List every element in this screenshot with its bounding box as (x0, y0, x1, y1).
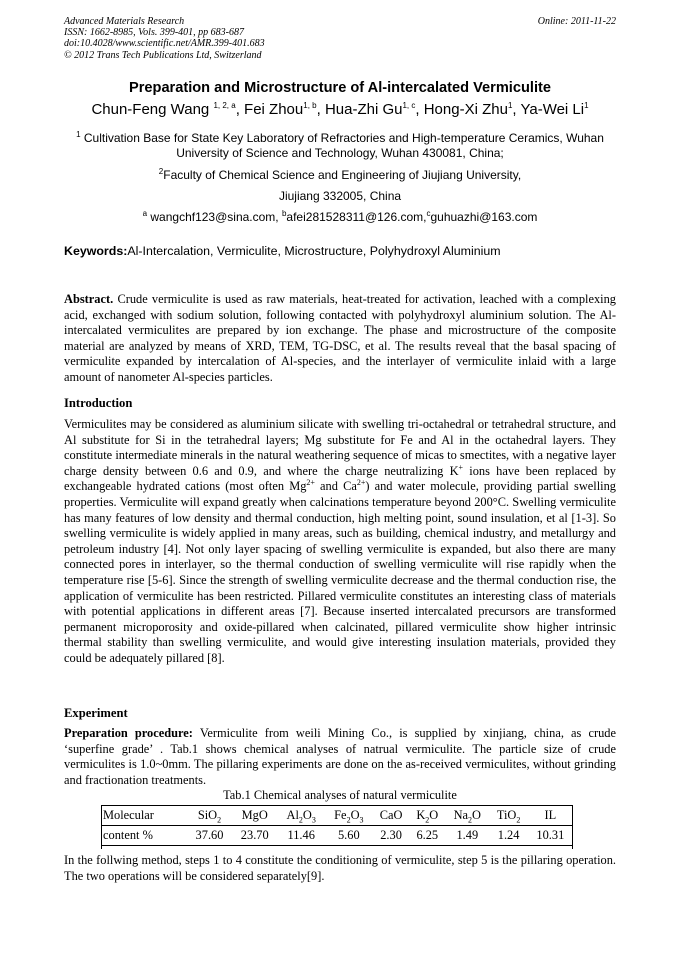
email-line (64, 210, 616, 224)
intro-text-3: and Ca (314, 479, 357, 494)
table-cell: 10.31 (528, 826, 573, 846)
table-caption: Tab.1 Chemical analyses of natural vermiculite (223, 788, 457, 802)
affiliation-1 (64, 131, 616, 162)
table-cell: 2.30 (373, 826, 410, 846)
author-affiliation-mark: 1 (584, 101, 589, 110)
copyright-line: © 2012 Trans Tech Publications Ltd, Switzerland (64, 49, 262, 61)
table-header-cell: IL (528, 806, 573, 826)
table-header-cell: Molecular (101, 806, 187, 826)
intro-text-2: ions have been replaced by exchangeable hydrated cations (most often Mg (64, 463, 616, 494)
email-a: wangchf123@sina.com, (150, 210, 279, 224)
table-header-cell: TiO$_2$ (490, 806, 528, 826)
table-header-cell: $Al_2O_3$ (277, 806, 325, 826)
affiliation-text: Faculty of Chemical Science and Engineering of Jiujiang University, (163, 168, 522, 182)
journal-name: Advanced Materials Research (64, 16, 185, 27)
table-header-row (101, 806, 573, 826)
email-mark: a (142, 209, 148, 218)
intro-text-4: ) and water molecule, providing partial swelling properties. Vermiculite will expand greatly when calcinations temperature beyond 200°C. Swelling vermiculite has many features of low density and thermal conduction, high melting point, sound insulation, et al [1-3]. So swelling vermiculite is widely applied in many areas, such as building, chemical industry, and metallurgy and petroleum industry [4]. Not only layer spacing of swelling vermiculite is expanded, but also there are many connected pores in interlayer, so the thermal conduction of swelling vermiculite will rise rapidly when the temperature rise [5-6]. Since the strength of swelling vermiculite decrease and the thermal conduction rise, the application of vermiculite has been restricted. Pillared vermiculite constitutes an interesting class of materials with potential applications in different areas [7]. Because inserted intercalated precursors are transformed permanent microporosity and oxide-pillared when calcinated, pillared vermiculite show higher intrinsic thermal stability than swelling vermiculite, and would give interesting insulation materials, provided they could be adequately pillared [8]. (64, 479, 616, 665)
keywords (64, 244, 616, 258)
table-header-cell: $K_2O$ (410, 806, 446, 826)
author-name: Fei Zhou (244, 101, 304, 118)
keywords-label: Keywords: (64, 244, 128, 258)
author-affiliation-mark: 1, c (402, 101, 416, 110)
email-b: afei281528311@126.com, (286, 210, 427, 224)
journal-header (64, 16, 616, 61)
introduction-paragraph (64, 417, 616, 667)
affiliation-mark: 1 (76, 130, 81, 139)
charge-sup: 2+ (306, 478, 315, 488)
affiliation-2-city: Jiujiang 332005, China (278, 189, 402, 203)
doi-line: doi:10.4028/www.scientific.net/AMR.399-401.683 (64, 38, 265, 50)
chemical-analysis-table (101, 805, 573, 846)
table-cell: 1.49 (445, 826, 489, 846)
table-cell: content % (101, 826, 187, 846)
paper-title: Preparation and Microstructure of Al-intercalated Vermiculite (129, 80, 551, 96)
affiliation-text: Cultivation Base for State Key Laboratory of Refractories and High-temperature Ceramics, Wuhan University of Science and Technology, Wuhan 430081, China; (83, 131, 604, 161)
email-mark: c (426, 209, 431, 218)
table-cell: 11.46 (277, 826, 325, 846)
author-name: Ya-Wei Li (520, 101, 585, 118)
closing-paragraph: In the follwing method, steps 1 to 4 constitute the conditioning of vermiculite, step 5 is the pillaring operation. The two operations will be considered separately[9]. (64, 853, 616, 883)
intro-text-1: Vermiculites may be considered as aluminium silicate with swelling tri-octahedral or tetrahedral structure, and Al substitute for Si in the tetrahedral layers; Mg substitute for Fe and Al in the octahedral layers. They constitute intermediate minerals in the natural weathering sequence of micas to smectites, with a negative layer charge density between 0.6 and 0.9, and where the charge neutralizing K (64, 417, 616, 478)
abstract (64, 292, 616, 386)
author-name: Hong-Xi Zhu (423, 101, 508, 118)
issn-line: ISSN: 1662-8985, Vols. 399-401, pp 683-687 (64, 27, 244, 39)
abstract-text: Crude vermiculite is used as raw materials, heat-treated for activation, leached with a complexing acid, exchanged with sodium solution, following contacted with polyhydroxyl aluminium solution. The Al-intercalated vermiculites are prepared by ion exchange. The phase and microstructure of the composite material are analyzed by means of XRD, TEM, TG-DSC, et al. The results reveal that the basal spacing of vermiculite expanded by intercalation of Al-species, and the interlayer of vermiculite inlaid with a large amount of nanometer Al-species particles. (64, 292, 616, 384)
section-heading-experiment: Experiment (64, 706, 128, 720)
table-cell: 23.70 (232, 826, 277, 846)
author-affiliation-mark: 1 (507, 101, 513, 110)
abstract-label: Abstract. (64, 292, 114, 306)
author-affiliation-mark: 1, b (303, 101, 317, 110)
email-mark: b (281, 209, 287, 218)
table-cell: 5.60 (325, 826, 373, 846)
affiliation-2 (64, 168, 616, 182)
online-date: Online: 2011-11-22 (537, 16, 616, 27)
table-header-cell: $Na_2O$ (445, 806, 489, 826)
table-header-cell: MgO (232, 806, 277, 826)
table-header-cell: SiO$_2$ (187, 806, 232, 826)
table-row (101, 826, 573, 846)
author-name: Hua-Zhi Gu (324, 101, 403, 118)
author-affiliation-mark: 1, 2, a (213, 101, 236, 110)
table-cell: 37.60 (187, 826, 232, 846)
affiliation-mark: 2 (158, 167, 164, 176)
charge-sup: 2+ (356, 478, 366, 488)
table-cell: 1.24 (490, 826, 528, 846)
author-list: Chun-Feng Wang $^{1, 2, a}$, Fei Zhou$^{1, b}$, Hua-Zhi Gu$^{1, c}$, Hong-Xi Zhu$^1$, Ya-Wei Li$^1$ (91, 101, 589, 118)
table-header-cell: CaO (373, 806, 410, 826)
keywords-text: Al-Intercalation, Vermiculite, Microstructure, Polyhydroxyl Aluminium (127, 244, 501, 258)
table-header-cell: $Fe_2O_3$ (325, 806, 373, 826)
section-heading-introduction: Introduction (64, 396, 133, 410)
email-c: guhuazhi@163.com (430, 210, 538, 224)
procedure-label: Preparation procedure: (64, 726, 193, 740)
table-cell: 6.25 (410, 826, 446, 846)
charge-sup: + (458, 462, 464, 472)
author-name: Chun-Feng Wang (91, 101, 210, 118)
procedure-text: Vermiculite from weili Mining Co., is supplied by xinjiang, china, as crude ‘superfine grade’ . Tab.1 shows chemical analyses of natrual vermiculite. The particle size of crude vermiculites is 1.0~0mm. The pillaring experiments are done on the as-received vermiculites, without grinding and fractionation treatments. (64, 726, 616, 787)
experiment-paragraph (64, 726, 616, 788)
